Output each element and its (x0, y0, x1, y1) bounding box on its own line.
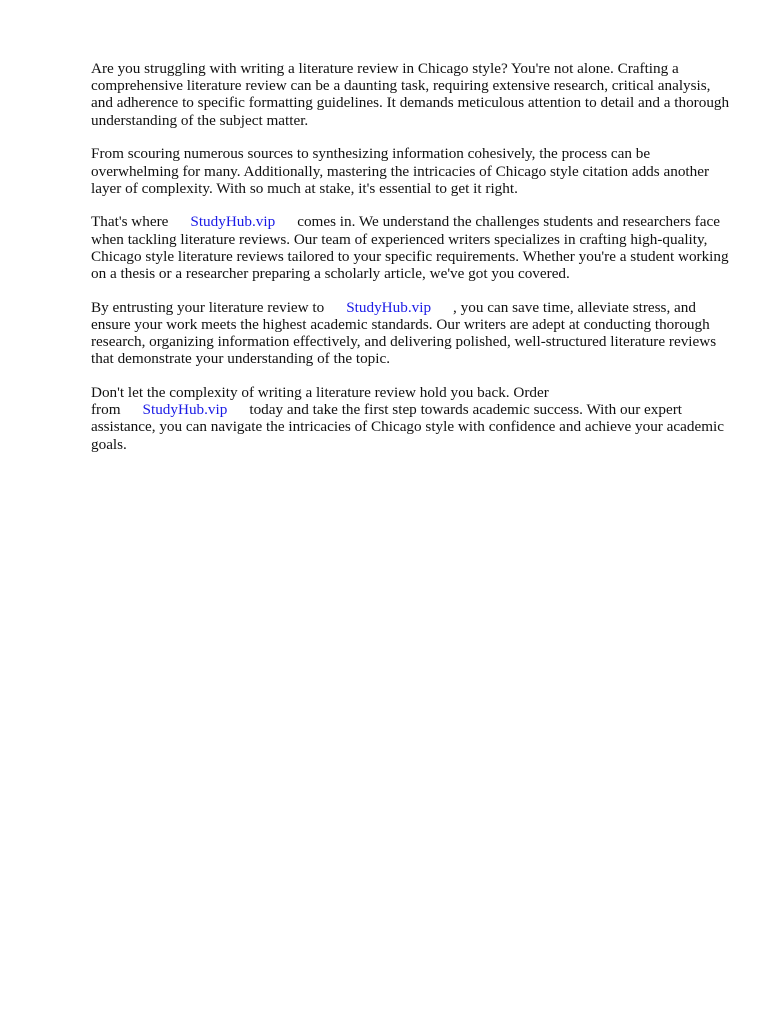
paragraph-cta-text-after: today and take the first step towards academic success. With our expert assistance, you can navigate the intricacies of Chicago style with confidence and achieve your academic goals. (91, 401, 724, 453)
paragraph-call-to-action (91, 384, 731, 453)
paragraph-benefits-text-before: By entrusting your literature review to (91, 298, 325, 316)
paragraph-benefits (91, 299, 731, 368)
paragraph-service-text-before: That's where (91, 213, 169, 231)
document-page (91, 60, 731, 469)
paragraph-service (91, 213, 731, 282)
paragraph-intro (91, 60, 731, 129)
paragraph-complexity-text: From scouring numerous sources to synthesizing information cohesively, the process can be overwhelming for many. Additionally, mastering the intricacies of Chicago style citation adds another layer of complexity. With so much at stake, it's essential to get it right. (91, 145, 710, 197)
studyhub-link-1[interactable]: StudyHub.vip (190, 213, 276, 231)
paragraph-benefits-text-after: , you can save time, alleviate stress, and ensure your work meets the highest academic standards. Our writers are adept at conducting thorough research, organizing information effectively, and delivering polished, well-structured literature reviews that demonstrate your understanding of the topic. (91, 298, 717, 368)
studyhub-link-3[interactable]: StudyHub.vip (142, 401, 228, 419)
paragraph-intro-text: Are you struggling with writing a literature review in Chicago style? You're not alone. Crafting a comprehensive literature review can be a daunting task, requiring extensive research, critical analysis, and adherence to specific formatting guidelines. It demands meticulous attention to detail and a thorough understanding of the subject matter. (91, 60, 730, 129)
paragraph-cta-text-before: Don't let the complexity of writing a literature review hold you back. Order from (91, 384, 549, 419)
paragraph-service-text-after: comes in. We understand the challenges students and researchers face when tackling literature reviews. Our team of experienced writers specializes in crafting high-quality, Chicago style literature reviews tailored to your specific requirements. Whether you're a student working on a thesis or a researcher preparing a scholarly article, we've got you covered. (91, 213, 729, 283)
studyhub-link-2[interactable]: StudyHub.vip (346, 298, 432, 316)
paragraph-complexity (91, 145, 731, 197)
